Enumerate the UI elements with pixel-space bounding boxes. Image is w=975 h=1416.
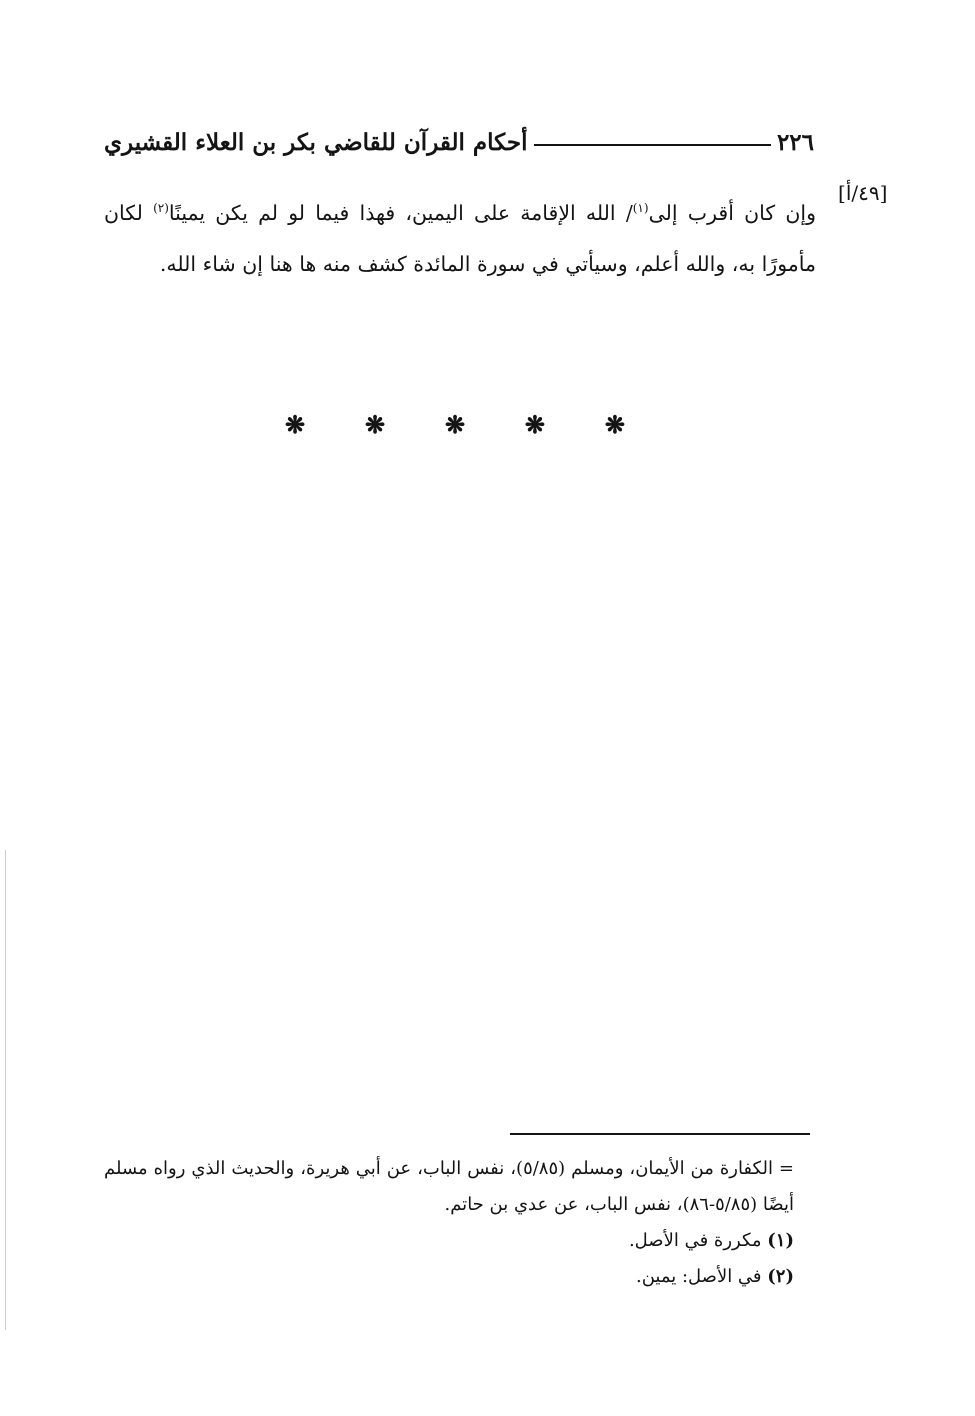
manuscript-folio-reference: [٤٩/أ] — [838, 181, 888, 205]
footnote-1-mark: (١) — [767, 1230, 794, 1251]
asterism-icon: ❋ — [364, 410, 386, 439]
footnote-divider — [510, 1133, 810, 1135]
asterism-icon: ❋ — [524, 410, 546, 439]
asterism-icon: ❋ — [444, 410, 466, 439]
main-text-part-1: وإن كان أقرب إلى — [648, 201, 816, 225]
footnote-marker-1[interactable]: (١) — [632, 201, 649, 216]
main-text — [104, 188, 816, 290]
book-title: أحكام القرآن للقاضي بكر بن العلاء القشيري — [104, 128, 528, 156]
footnote-2 — [104, 1259, 794, 1295]
footnote-1 — [104, 1223, 794, 1259]
main-text-part-2: / الله الإقامة على اليمين، فهذا فيما لو لم يكن يمينًا — [168, 201, 633, 225]
footnote-2-mark: (٢) — [767, 1266, 794, 1287]
page-number: ٢٢٦ — [776, 128, 814, 156]
asterism-icon: ❋ — [285, 410, 306, 439]
scan-edge-line — [5, 850, 6, 1330]
header-rule — [534, 144, 771, 146]
footnote-continuation: = الكفارة من الأيمان، ومسلم (٥/٨٥)، نفس الباب، عن أبي هريرة، والحديث الذي رواه مسلم أيضًا (٥/٨٥-٨٦)، نفس الباب، عن عدي بن حاتم. — [104, 1158, 794, 1215]
section-separator — [285, 410, 625, 439]
page-header — [104, 122, 814, 162]
footnote-marker-2[interactable]: (٢) — [153, 201, 169, 216]
footnote-1-text: مكررة في الأصل. — [628, 1230, 768, 1251]
footnotes — [104, 1151, 794, 1295]
asterism-icon: ❋ — [604, 410, 625, 439]
footnote-2-text: في الأصل: يمين. — [635, 1266, 768, 1287]
main-text-part-3: لكان مأمورًا به، والله أعلم، وسيأتي في سورة المائدة كشف منه ها هنا إن شاء الله. — [104, 201, 816, 276]
